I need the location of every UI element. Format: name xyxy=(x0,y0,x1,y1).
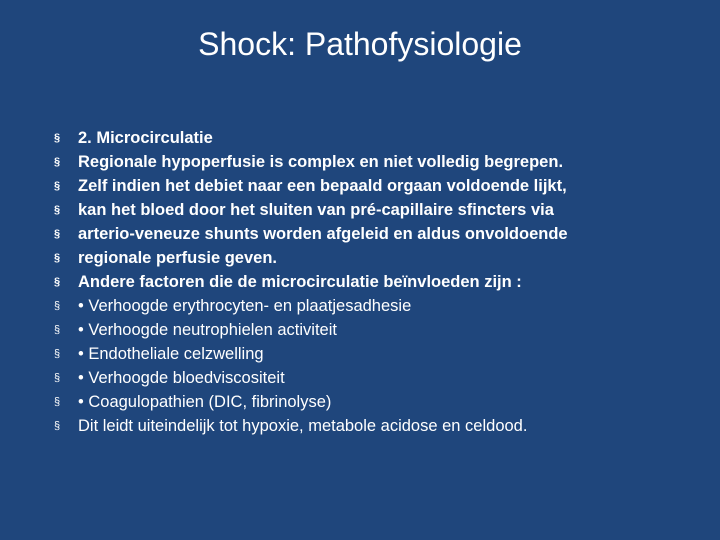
bullet-text: • Endotheliale celzwelling xyxy=(78,345,264,363)
bullet-item xyxy=(54,270,694,294)
square-bullet-icon: § xyxy=(54,252,61,264)
bullet-text: kan het bloed door het sluiten van pré-capillaire sfincters via xyxy=(78,201,554,219)
bullet-item xyxy=(54,414,694,438)
bullet-item xyxy=(54,174,694,198)
bullet-text: arterio-veneuze shunts worden afgeleid en aldus onvoldoende xyxy=(78,225,568,243)
square-bullet-icon: § xyxy=(54,348,61,360)
bullet-item xyxy=(54,294,694,318)
bullet-item xyxy=(54,222,694,246)
square-bullet-icon: § xyxy=(54,372,61,384)
bullet-item-microcirculatie xyxy=(54,126,694,150)
square-bullet-icon: § xyxy=(54,132,61,144)
bullet-text: Andere factoren die de microcirculatie beïnvloeden zijn : xyxy=(78,273,522,291)
square-bullet-icon: § xyxy=(54,228,61,240)
bullet-text: Dit leidt uiteindelijk tot hypoxie, metabole acidose en celdood. xyxy=(78,417,528,435)
square-bullet-icon: § xyxy=(54,396,61,408)
bullet-item xyxy=(54,198,694,222)
square-bullet-icon: § xyxy=(54,156,61,168)
bullet-text: • Verhoogde bloedviscositeit xyxy=(78,369,285,387)
bullet-text: Zelf indien het debiet naar een bepaald orgaan voldoende lijkt, xyxy=(78,177,567,195)
square-bullet-icon: § xyxy=(54,204,61,216)
bullet-text: • Verhoogde erythrocyten- en plaatjesadhesie xyxy=(78,297,412,315)
square-bullet-icon: § xyxy=(54,420,61,432)
square-bullet-icon: § xyxy=(54,300,61,312)
bullet-item xyxy=(54,342,694,366)
square-bullet-icon: § xyxy=(54,324,61,336)
bullet-text: 2. Microcirculatie xyxy=(78,129,213,147)
bullet-item xyxy=(54,390,694,414)
bullet-text: • Coagulopathien (DIC, fibrinolyse) xyxy=(78,393,332,411)
bullet-text: • Verhoogde neutrophielen activiteit xyxy=(78,321,337,339)
bullet-text: regionale perfusie geven. xyxy=(78,249,277,267)
bullet-item xyxy=(54,150,694,174)
bullet-item xyxy=(54,246,694,270)
square-bullet-icon: § xyxy=(54,276,61,288)
bullet-item xyxy=(54,366,694,390)
bullet-text: Regionale hypoperfusie is complex en niet volledig begrepen. xyxy=(78,153,564,171)
slide-title: Shock: Pathofysiologie xyxy=(198,26,522,62)
bullet-list xyxy=(54,126,694,438)
square-bullet-icon: § xyxy=(54,180,61,192)
bullet-item xyxy=(54,318,694,342)
